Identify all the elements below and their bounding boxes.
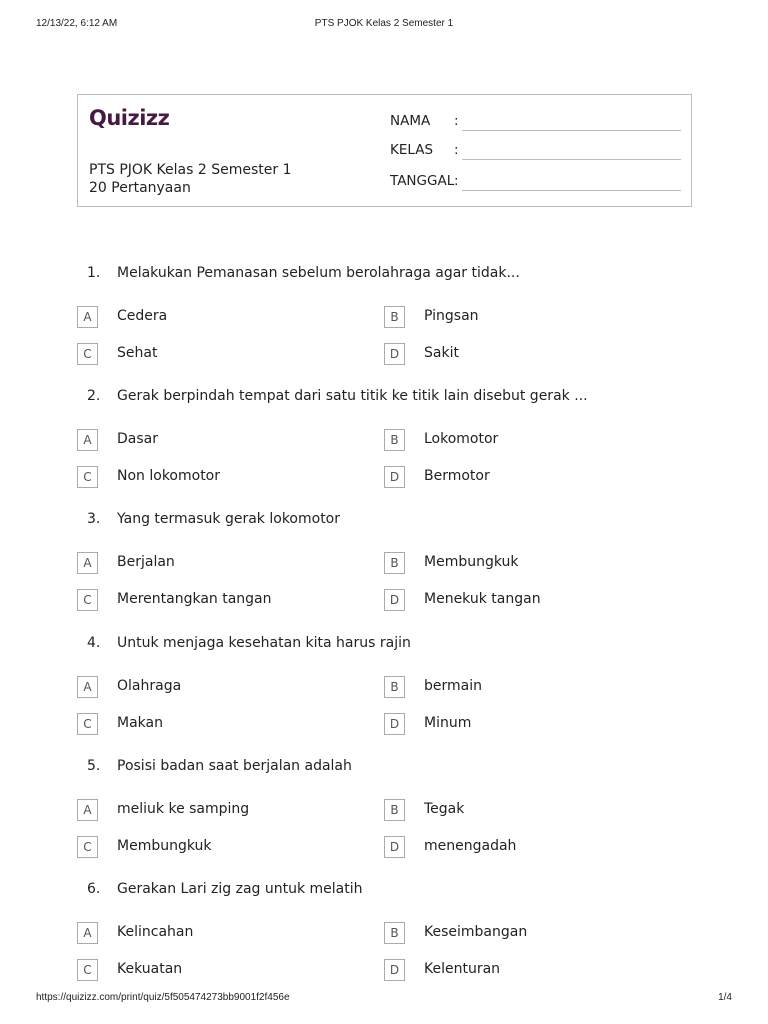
option-text: bermain <box>424 678 482 694</box>
option-text: meliuk ke samping <box>117 801 250 817</box>
name-line <box>462 130 681 131</box>
option-text: Non lokomotor <box>117 468 221 484</box>
option-letter-box[interactable]: C <box>77 959 98 981</box>
quizizz-logo: Quizizz <box>89 106 170 130</box>
option-text: Dasar <box>117 431 158 447</box>
option-text: Olahraga <box>117 678 182 694</box>
option-text: Menekuk tangan <box>424 591 541 607</box>
date-line <box>462 190 681 191</box>
option-letter-box[interactable]: D <box>384 589 405 611</box>
class-label: KELAS <box>390 142 434 158</box>
date-label: TANGGAL <box>390 173 455 189</box>
question-number: 2. <box>87 388 101 404</box>
option-letter-box[interactable]: A <box>77 552 98 574</box>
option-letter-box[interactable]: B <box>384 676 405 698</box>
question-count: 20 Pertanyaan <box>89 180 191 196</box>
option-text: Lokomotor <box>424 431 499 447</box>
option-letter-box[interactable]: D <box>384 343 405 365</box>
option-text: Bermotor <box>424 468 490 484</box>
option-letter-box[interactable]: B <box>384 922 405 944</box>
option-text: menengadah <box>424 838 517 854</box>
option-letter-box[interactable]: A <box>77 429 98 451</box>
class-line <box>462 159 681 160</box>
option-text: Merentangkan tangan <box>117 591 272 607</box>
option-text: Tegak <box>424 801 465 817</box>
option-letter-box[interactable]: A <box>77 922 98 944</box>
question-number: 5. <box>87 758 101 774</box>
question-text: Yang termasuk gerak lokomotor <box>117 511 341 527</box>
option-letter-box[interactable]: D <box>384 466 405 488</box>
question-text: Melakukan Pemanasan sebelum berolahraga agar tidak... <box>117 265 520 281</box>
option-letter-box[interactable]: A <box>77 799 98 821</box>
option-text: Keseimbangan <box>424 924 528 940</box>
option-letter-box[interactable]: B <box>384 552 405 574</box>
option-letter-box[interactable]: A <box>77 676 98 698</box>
option-letter-box[interactable]: D <box>384 959 405 981</box>
option-letter-box[interactable]: C <box>77 466 98 488</box>
option-text: Membungkuk <box>117 838 212 854</box>
question-number: 3. <box>87 511 101 527</box>
option-text: Sehat <box>117 345 158 361</box>
question-number: 4. <box>87 635 101 651</box>
option-text: Cedera <box>117 308 168 324</box>
option-letter-box[interactable]: C <box>77 343 98 365</box>
print-footer <box>36 992 732 1006</box>
option-letter-box[interactable]: A <box>77 306 98 328</box>
option-text: Minum <box>424 715 472 731</box>
question-text: Gerak berpindah tempat dari satu titik ke titik lain disebut gerak ... <box>117 388 588 404</box>
question-text: Untuk menjaga kesehatan kita harus rajin <box>117 635 411 651</box>
option-letter-box[interactable]: B <box>384 799 405 821</box>
question-number: 6. <box>87 881 101 897</box>
option-letter-box[interactable]: D <box>384 836 405 858</box>
quiz-title: PTS PJOK Kelas 2 Semester 1 <box>89 162 292 178</box>
option-text: Kelenturan <box>424 961 501 977</box>
page-number: 1/4 <box>718 992 732 1003</box>
option-text: Kelincahan <box>117 924 194 940</box>
option-letter-box[interactable]: C <box>77 836 98 858</box>
name-colon: : <box>454 113 459 129</box>
option-letter-box[interactable]: D <box>384 713 405 735</box>
option-text: Membungkuk <box>424 554 519 570</box>
print-doc-title: PTS PJOK Kelas 2 Semester 1 <box>314 18 454 29</box>
print-header <box>36 18 732 32</box>
option-letter-box[interactable]: C <box>77 713 98 735</box>
print-datetime: 12/13/22, 6:12 AM <box>36 18 118 29</box>
name-label: NAMA <box>390 113 431 129</box>
option-text: Sakit <box>424 345 459 361</box>
question-number: 1. <box>87 265 101 281</box>
date-colon: : <box>454 173 459 189</box>
option-letter-box[interactable]: C <box>77 589 98 611</box>
option-text: Kekuatan <box>117 961 183 977</box>
question-text: Gerakan Lari zig zag untuk melatih <box>117 881 363 897</box>
option-letter-box[interactable]: B <box>384 429 405 451</box>
option-letter-box[interactable]: B <box>384 306 405 328</box>
quiz-info-box <box>77 94 692 207</box>
option-text: Berjalan <box>117 554 175 570</box>
class-colon: : <box>454 142 459 158</box>
option-text: Makan <box>117 715 163 731</box>
question-text: Posisi badan saat berjalan adalah <box>117 758 352 774</box>
print-url: https://quizizz.com/print/quiz/5f505474273bb9001f2f456e <box>36 992 290 1003</box>
option-text: Pingsan <box>424 308 479 324</box>
